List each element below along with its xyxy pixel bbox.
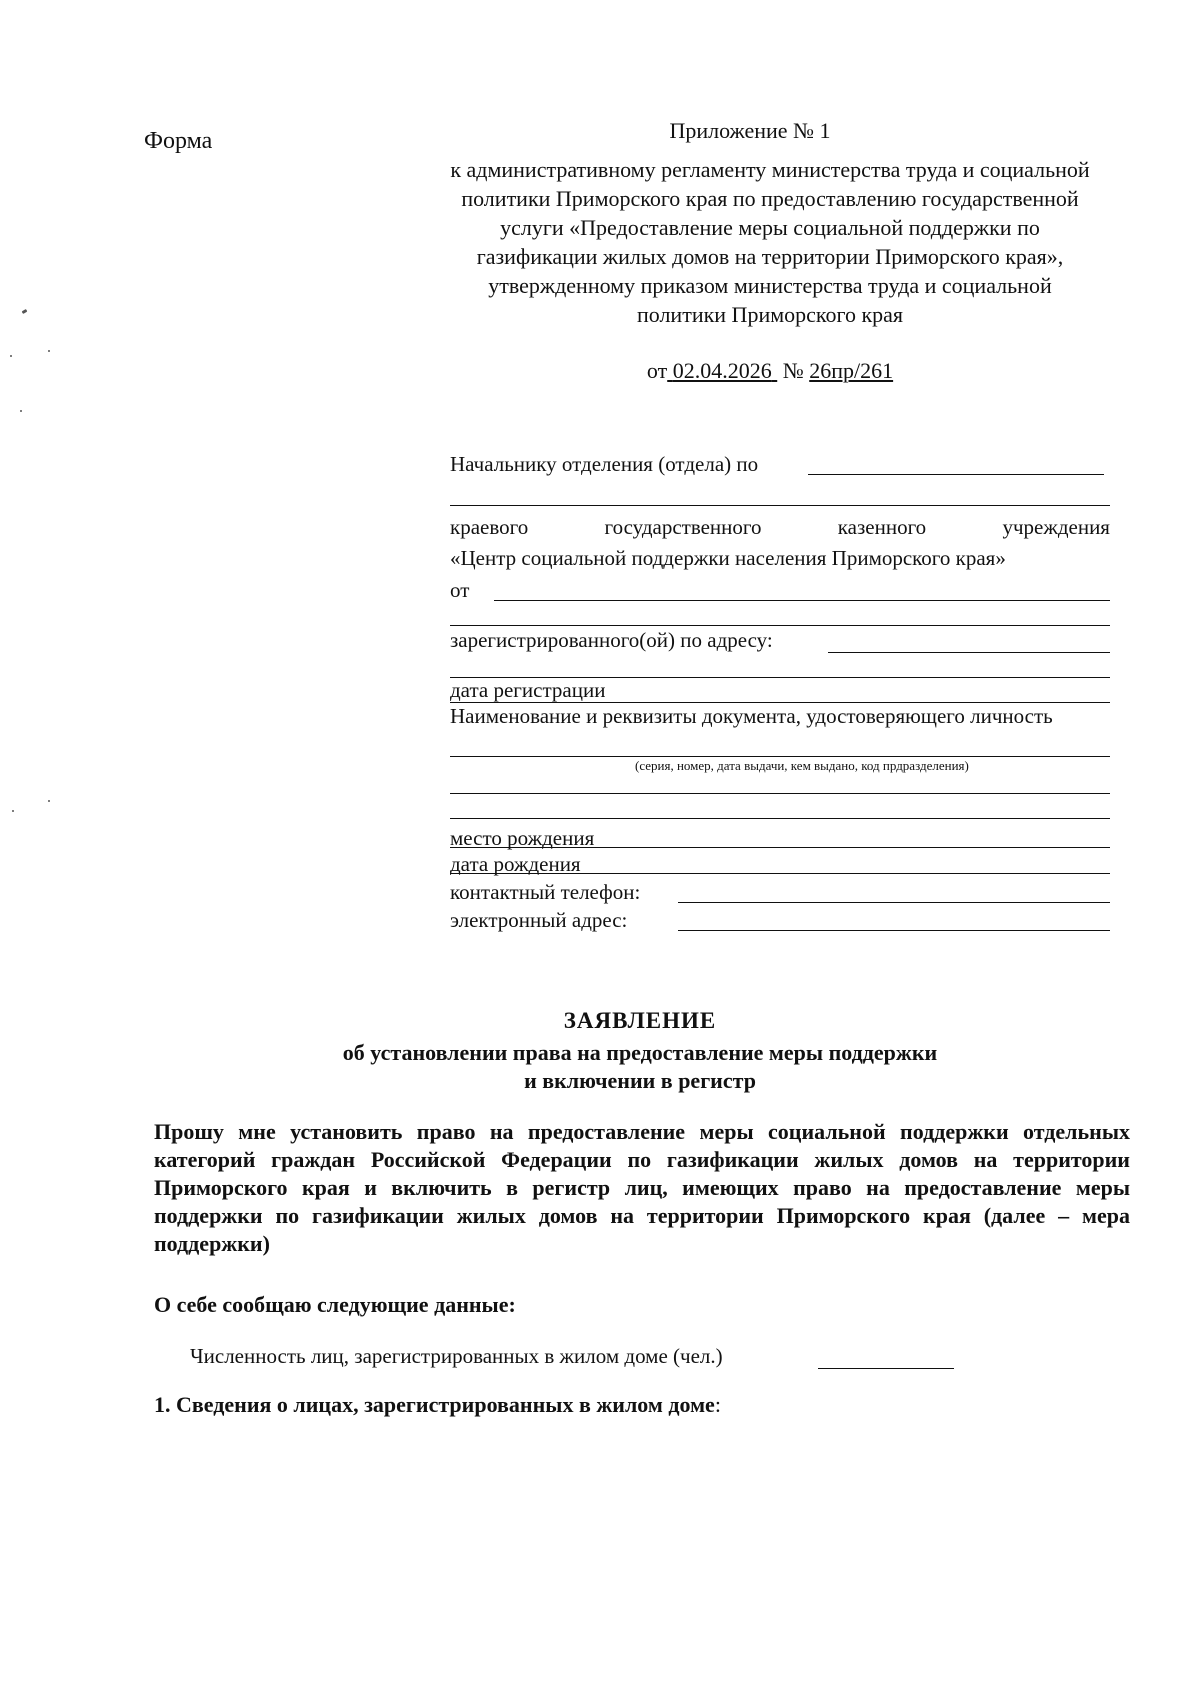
scan-speck	[12, 810, 14, 812]
scan-speck	[22, 309, 28, 314]
appendix-body: к административному регламенту министерства труда и социальной политики Приморского края по предоставлению государственной услуги «Предоставление меры социальной поддержки по газификации жилых домов на территории Приморского края», утвержденному приказом министерства труда и социальной политики Приморского края	[450, 157, 1090, 327]
institution-line-1	[450, 515, 1110, 540]
email-field[interactable]	[678, 930, 1110, 931]
institution-line-2: «Центр социальной поддержки населения Приморского края»	[450, 546, 1006, 570]
chief-label: Начальнику отделения (отдела) по	[450, 452, 759, 476]
scan-speck	[10, 355, 12, 357]
section-1-heading: 1. Сведения о лицах, зарегистрированных в жилом доме:	[154, 1392, 721, 1417]
scan-speck	[48, 800, 50, 802]
phone-label: контактный телефон:	[450, 880, 641, 904]
appendix-date-line	[450, 358, 1090, 384]
registered-address-field[interactable]	[828, 652, 1110, 653]
identity-doc-hint: (серия, номер, дата выдачи, кем выдано, код прдразделения)	[635, 758, 969, 773]
scan-speck	[20, 410, 22, 412]
resident-count-field[interactable]	[818, 1368, 954, 1369]
institution-word: государственного	[604, 515, 762, 539]
institution-word: казенного	[837, 515, 927, 539]
registered-address-label: зарегистрированного(ой) по адресу:	[450, 628, 773, 652]
birthdate-label: дата рождения	[450, 852, 581, 876]
institution-word: учреждения	[1002, 515, 1110, 539]
scan-speck	[48, 350, 50, 352]
date-value: 02.04.2026	[672, 358, 772, 383]
birthdate-field[interactable]	[450, 873, 1110, 874]
number-value: 26пр/261	[809, 358, 894, 383]
identity-doc-field-3[interactable]	[450, 818, 1110, 819]
identity-doc-field-2[interactable]	[450, 793, 1110, 794]
birthplace-field[interactable]	[450, 847, 1110, 848]
request-paragraph: Прошу мне установить право на предоставление меры социальной поддержки отдельных категорий граждан Российской Федерации по газификации жилых домов на территории Приморского края и включить в регистр лиц, имеющих право на предоставление меры поддержки по газификации жилых домов на территории Приморского края (далее – мера поддержки)	[154, 1119, 1130, 1256]
resident-count-row	[190, 1344, 723, 1369]
applicant-name-field-2[interactable]	[450, 625, 1110, 626]
identity-doc-label: Наименование и реквизиты документа, удостоверяющего личность	[450, 704, 1053, 728]
email-label: электронный адрес:	[450, 908, 628, 932]
resident-count-label: Численность лиц, зарегистрированных в жилом доме (чел.)	[190, 1344, 723, 1368]
about-heading: О себе сообщаю следующие данные:	[154, 1292, 516, 1317]
registration-date-label: дата регистрации	[450, 678, 606, 702]
phone-field[interactable]	[678, 902, 1110, 903]
birthplace-label: место рождения	[450, 826, 595, 850]
from-label: от	[450, 578, 470, 602]
appendix-title: Приложение № 1	[669, 118, 831, 143]
department-field[interactable]	[450, 505, 1110, 506]
statement-subtitle-1: об установлении права на предоставление меры поддержки	[342, 1040, 938, 1065]
statement-subtitle-2: и включении в регистр	[524, 1068, 756, 1093]
identity-doc-field[interactable]	[450, 756, 1110, 757]
number-prefix: №	[782, 358, 804, 383]
registration-date-field[interactable]	[450, 702, 1110, 703]
date-prefix: от	[646, 358, 668, 383]
statement-title: ЗАЯВЛЕНИЕ	[563, 1008, 717, 1033]
form-label: Форма	[144, 128, 213, 154]
institution-word: краевого	[450, 515, 529, 539]
chief-field[interactable]	[808, 474, 1104, 475]
applicant-name-field[interactable]	[494, 600, 1110, 601]
